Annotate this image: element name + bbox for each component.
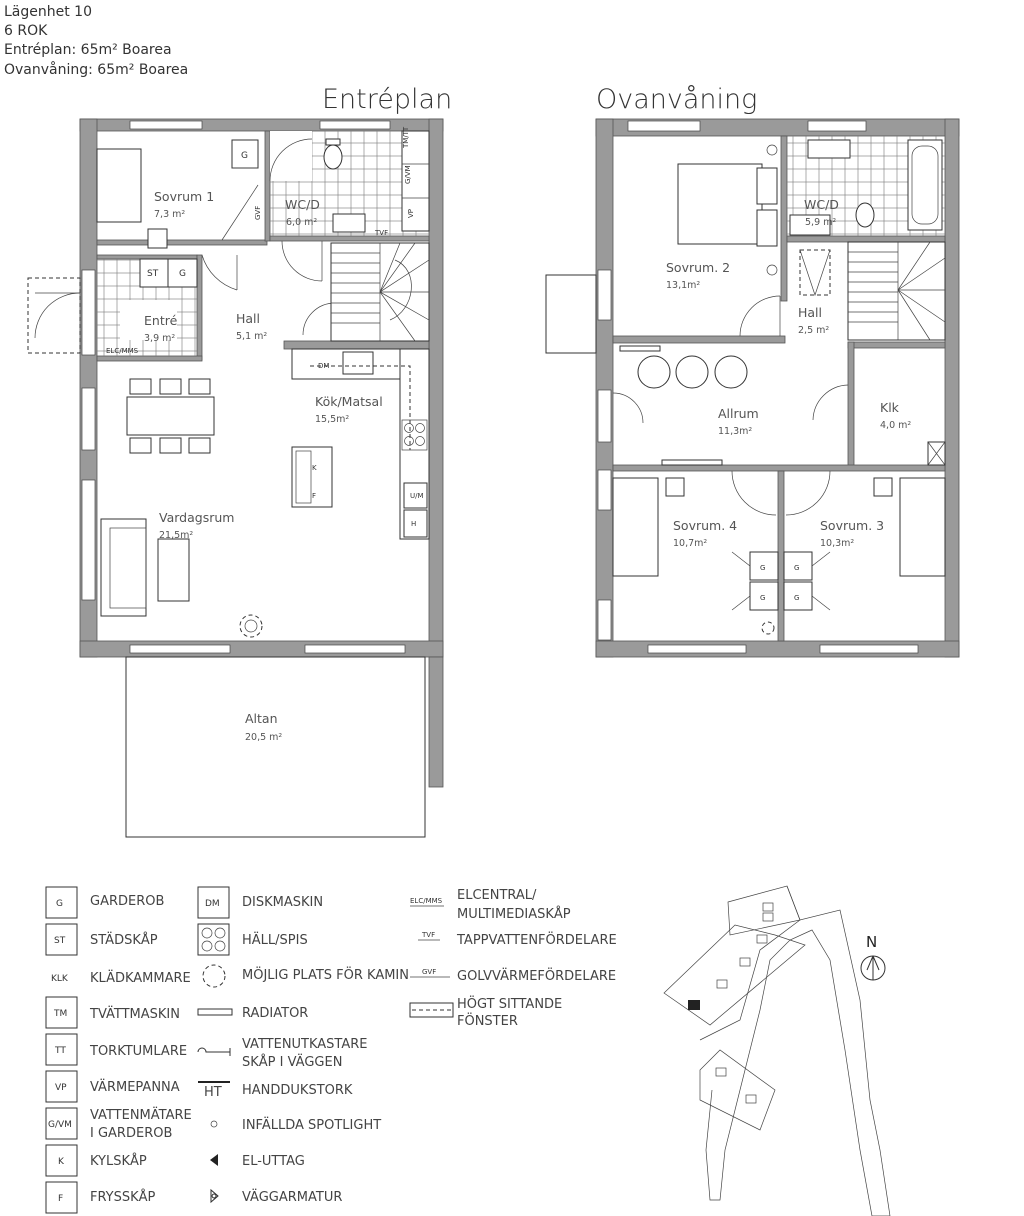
svg-text:VÄRMEPANNA: VÄRMEPANNA bbox=[90, 1080, 180, 1095]
room-hall-ground-name: Hall bbox=[236, 311, 261, 326]
room-altan-area: 20,5 m² bbox=[245, 732, 283, 743]
svg-text:HÄLL/SPIS: HÄLL/SPIS bbox=[242, 933, 308, 948]
stove-legend-icon bbox=[203, 965, 225, 987]
site-houses bbox=[688, 903, 773, 1103]
upper-floor-title: Ovanvåning bbox=[596, 84, 758, 115]
svg-text:TT: TT bbox=[55, 1046, 66, 1056]
elc-label: ELC/MMS bbox=[106, 347, 139, 355]
room-entre-area: 3,9 m² bbox=[144, 333, 176, 344]
svg-text:G: G bbox=[179, 269, 186, 279]
room-altan-name: Altan bbox=[245, 711, 278, 726]
svg-text:TVF: TVF bbox=[422, 931, 436, 939]
legend-col3 bbox=[410, 888, 617, 1029]
balcony bbox=[546, 275, 596, 353]
svg-text:FRYSSKÅP: FRYSSKÅP bbox=[90, 1190, 156, 1205]
high-window-legend-icon bbox=[410, 1003, 453, 1017]
room-kok-name: Kök/Matsal bbox=[315, 394, 383, 409]
site-lot-1 bbox=[664, 925, 805, 1025]
svg-text:VATTENMÄTARE: VATTENMÄTARE bbox=[90, 1108, 192, 1123]
svg-text:G: G bbox=[760, 564, 766, 572]
svg-text:G: G bbox=[241, 151, 248, 161]
svg-text:VÄGGARMATUR: VÄGGARMATUR bbox=[242, 1190, 343, 1205]
upper-floor-area: Ovanvåning: 65m² Boarea bbox=[4, 62, 189, 78]
room-sovrum4-name: Sovrum. 4 bbox=[673, 518, 738, 533]
room-sovrum2-area: 13,1m² bbox=[666, 280, 701, 291]
room-kok-area: 15,5m² bbox=[315, 414, 350, 425]
room-sovrum4-area: 10,7m² bbox=[673, 538, 708, 549]
legend-col1 bbox=[46, 887, 192, 1213]
site-lot-2 bbox=[728, 886, 800, 935]
svg-text:KLK: KLK bbox=[51, 974, 68, 984]
svg-text:HÖGT SITTANDE: HÖGT SITTANDE bbox=[457, 997, 563, 1012]
bed-3-icon bbox=[900, 478, 945, 576]
svg-text:EL-UTTAG: EL-UTTAG bbox=[242, 1154, 305, 1169]
room-hall-upper-area: 2,5 m² bbox=[798, 325, 830, 336]
svg-text:ELCENTRAL/: ELCENTRAL/ bbox=[457, 888, 537, 903]
spotlight-legend-icon bbox=[211, 1121, 217, 1127]
bathtub-icon bbox=[908, 140, 942, 230]
room-hall-upper-name: Hall bbox=[798, 305, 823, 320]
room-klk-name: Klk bbox=[880, 400, 899, 415]
svg-text:MULTIMEDIASKÅP: MULTIMEDIASKÅP bbox=[457, 907, 571, 922]
svg-text:HT: HT bbox=[204, 1085, 222, 1100]
svg-text:I GARDEROB: I GARDEROB bbox=[90, 1126, 173, 1141]
room-wcd-ground-area: 6,0 m² bbox=[286, 217, 318, 228]
svg-text:ELC/MMS: ELC/MMS bbox=[410, 897, 443, 905]
legend bbox=[46, 887, 617, 1213]
tvf-label: TVF bbox=[375, 229, 389, 237]
altan-side-wall bbox=[429, 657, 443, 787]
svg-text:HANDDUKSTORK: HANDDUKSTORK bbox=[242, 1083, 353, 1098]
bed-icon bbox=[97, 149, 141, 222]
svg-text:GARDEROB: GARDEROB bbox=[90, 894, 165, 909]
ground-floor-area: Entréplan: 65m² Boarea bbox=[4, 42, 172, 58]
entrance-canopy bbox=[28, 278, 80, 353]
room-wcd-upper-area: 5,9 m² bbox=[805, 217, 837, 228]
room-allrum-name: Allrum bbox=[718, 406, 759, 421]
svg-text:DM: DM bbox=[318, 362, 330, 370]
outlet-legend-icon bbox=[210, 1154, 218, 1166]
room-klk-area: 4,0 m² bbox=[880, 420, 912, 431]
svg-text:TORKTUMLARE: TORKTUMLARE bbox=[90, 1044, 188, 1059]
room-sovrum3-area: 10,3m² bbox=[820, 538, 855, 549]
apartment-header bbox=[4, 4, 188, 78]
sink-icon bbox=[333, 214, 365, 232]
svg-text:SKÅP I VÄGGEN: SKÅP I VÄGGEN bbox=[242, 1055, 343, 1070]
upper-floor-plan bbox=[546, 119, 959, 657]
svg-text:G/VM: G/VM bbox=[48, 1120, 72, 1130]
coffee-table bbox=[158, 539, 189, 601]
room-vardagsrum-name: Vardagsrum bbox=[159, 510, 235, 525]
site-road bbox=[706, 886, 890, 1216]
room-sovrum3-name: Sovrum. 3 bbox=[820, 518, 885, 533]
svg-text:G: G bbox=[760, 594, 766, 602]
attic-hatch bbox=[800, 250, 830, 295]
bed-4-icon bbox=[613, 478, 658, 576]
svg-text:VP: VP bbox=[55, 1083, 67, 1093]
stove-option-icon bbox=[240, 615, 262, 637]
svg-text:G: G bbox=[56, 899, 63, 909]
svg-text:K: K bbox=[312, 464, 317, 472]
svg-text:MÖJLIG PLATS FÖR KAMIN: MÖJLIG PLATS FÖR KAMIN bbox=[242, 968, 409, 983]
svg-text:GVF: GVF bbox=[422, 968, 437, 976]
sofa bbox=[101, 519, 146, 616]
double-bed-icon bbox=[678, 164, 762, 244]
room-allrum-area: 11,3m² bbox=[718, 426, 753, 437]
svg-text:KLÄDKAMMARE: KLÄDKAMMARE bbox=[90, 971, 191, 986]
svg-text:ST: ST bbox=[54, 936, 66, 946]
svg-text:INFÄLLDA SPOTLIGHT: INFÄLLDA SPOTLIGHT bbox=[242, 1118, 382, 1133]
svg-text:F: F bbox=[312, 492, 317, 500]
wall-east bbox=[429, 119, 443, 657]
room-sovrum2-name: Sovrum. 2 bbox=[666, 260, 731, 275]
site-lot-3 bbox=[700, 1050, 775, 1130]
svg-text:KYLSKÅP: KYLSKÅP bbox=[90, 1154, 147, 1169]
toilet-icon bbox=[324, 145, 342, 169]
room-wcd-upper-name: WC/D bbox=[804, 197, 839, 212]
svg-text:FÖNSTER: FÖNSTER bbox=[457, 1014, 518, 1029]
svg-text:G: G bbox=[794, 564, 800, 572]
tmtt-label: TM/TT bbox=[402, 126, 410, 148]
room-sovrum1-area: 7,3 m² bbox=[154, 209, 186, 220]
svg-text:RADIATOR: RADIATOR bbox=[242, 1006, 309, 1021]
svg-text:G: G bbox=[794, 594, 800, 602]
tap-legend-icon bbox=[198, 1048, 230, 1056]
ground-floor-title: Entréplan bbox=[322, 84, 453, 115]
north-label: N bbox=[866, 933, 878, 951]
room-sovrum1-name: Sovrum 1 bbox=[154, 189, 215, 204]
gvm-label: G/VM bbox=[404, 165, 412, 184]
hob-legend-icon bbox=[198, 924, 229, 955]
site-map bbox=[664, 886, 890, 1216]
apartment-number: Lägenhet 10 bbox=[4, 4, 92, 20]
svg-text:ST: ST bbox=[147, 269, 159, 279]
room-entre-name: Entré bbox=[144, 313, 178, 328]
upper-sink bbox=[808, 140, 850, 158]
kitchen-sink bbox=[343, 352, 373, 374]
upper-toilet-icon bbox=[856, 203, 874, 227]
radiator-legend-icon bbox=[198, 1009, 232, 1015]
svg-text:TVÄTTMASKIN: TVÄTTMASKIN bbox=[90, 1007, 180, 1022]
room-hall-ground-area: 5,1 m² bbox=[236, 331, 268, 342]
staircase bbox=[331, 243, 429, 341]
svg-text:TAPPVATTENFÖRDELARE: TAPPVATTENFÖRDELARE bbox=[457, 933, 617, 948]
svg-text:F: F bbox=[58, 1194, 64, 1204]
svg-text:DISKMASKIN: DISKMASKIN bbox=[242, 895, 324, 910]
room-wcd-ground-name: WC/D bbox=[285, 197, 320, 212]
legend-col2 bbox=[198, 887, 409, 1205]
svg-text:U/M: U/M bbox=[410, 492, 424, 500]
wall-lamp-legend-icon bbox=[211, 1190, 218, 1202]
vp-label: VP bbox=[407, 208, 415, 218]
svg-text:STÄDSKÅP: STÄDSKÅP bbox=[90, 933, 158, 948]
svg-text:GOLVVÄRMEFÖRDELARE: GOLVVÄRMEFÖRDELARE bbox=[457, 969, 617, 984]
svg-text:DM: DM bbox=[205, 899, 220, 909]
ground-floor-plan bbox=[28, 119, 443, 837]
apartment-type: 6 ROK bbox=[4, 23, 48, 39]
svg-text:VATTENUTKASTARE: VATTENUTKASTARE bbox=[242, 1037, 368, 1052]
room-vardagsrum-area: 21,5m² bbox=[159, 530, 194, 541]
svg-text:K: K bbox=[58, 1157, 64, 1167]
upper-staircase bbox=[848, 242, 945, 340]
unit-10-marker bbox=[688, 1000, 700, 1010]
altan-deck bbox=[126, 657, 425, 837]
svg-text:TM: TM bbox=[54, 1009, 68, 1019]
gvf-label: GVF bbox=[254, 205, 262, 220]
svg-text:H: H bbox=[411, 520, 417, 528]
dining-table bbox=[127, 397, 214, 435]
